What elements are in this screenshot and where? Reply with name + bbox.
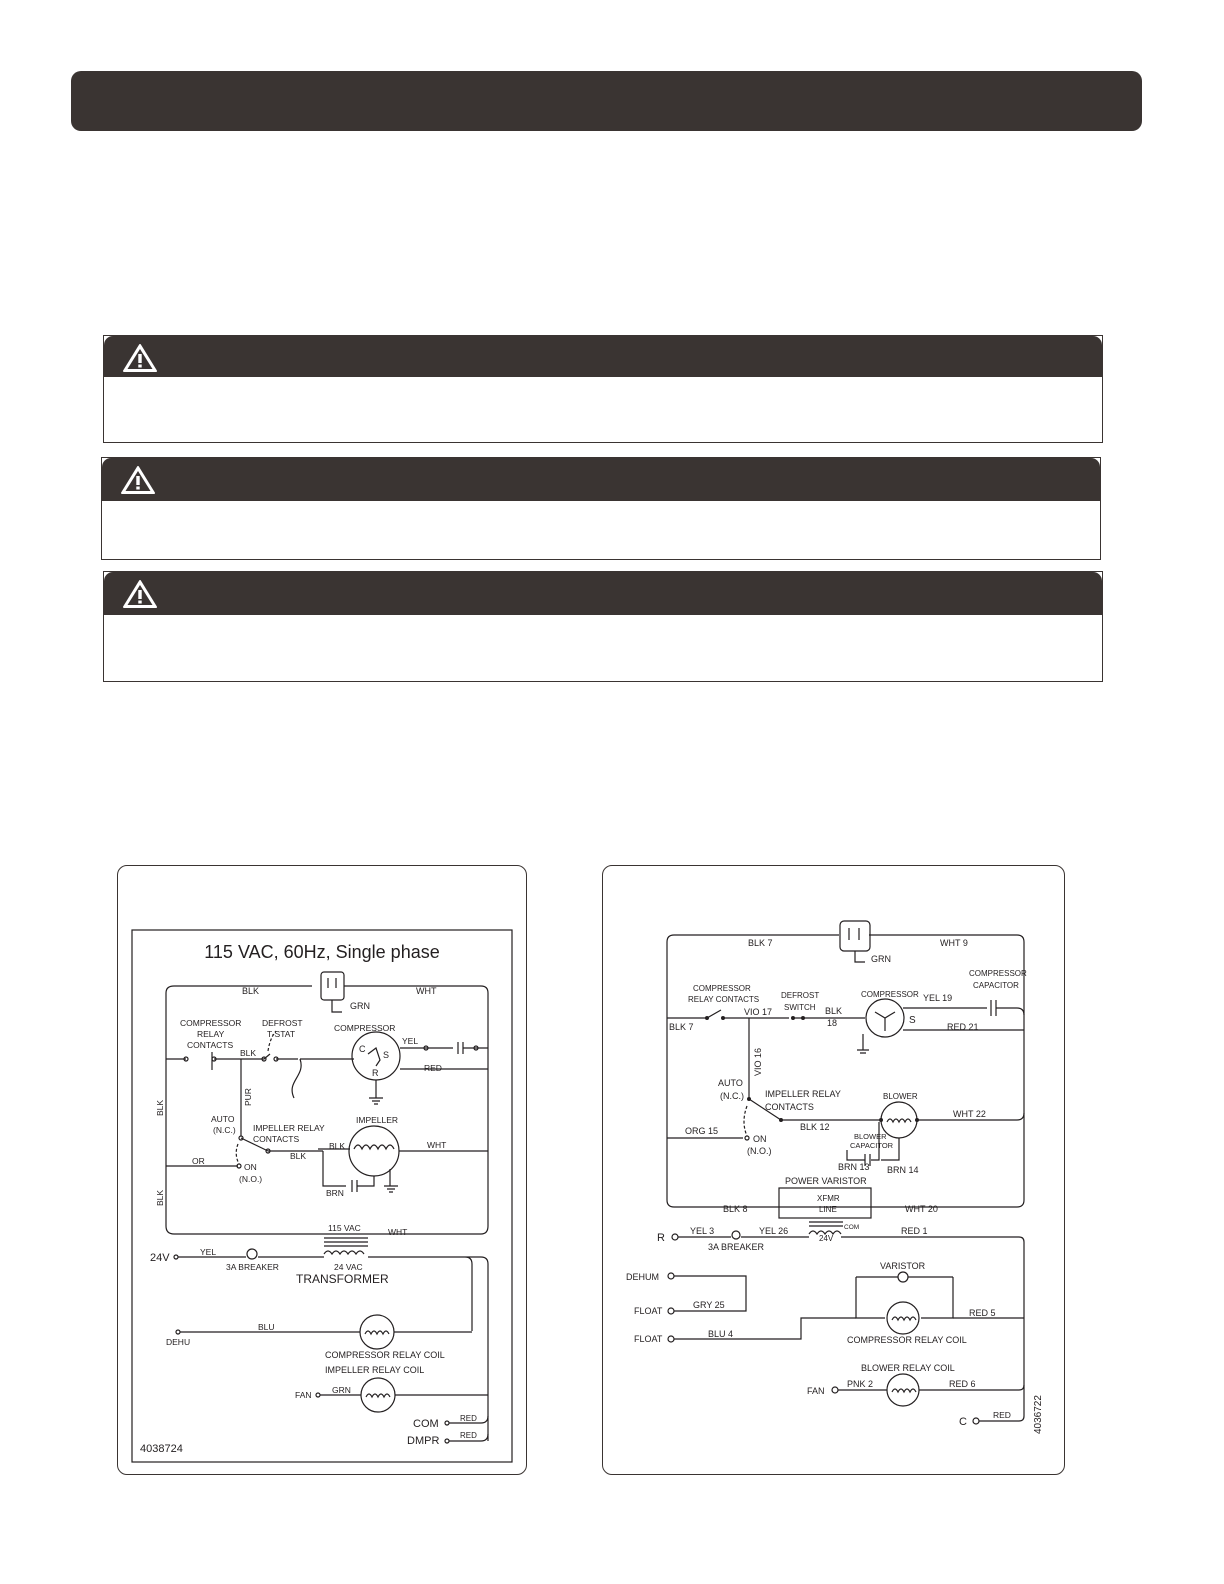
label-impeller-relay-2: CONTACTS bbox=[765, 1102, 814, 1112]
label-wht-top: WHT bbox=[416, 986, 437, 996]
label-impeller-contacts: CONTACTS bbox=[253, 1134, 300, 1144]
label-on: ON bbox=[244, 1162, 257, 1172]
transformer-core-icon bbox=[809, 1222, 843, 1226]
label-xfmr: XFMR bbox=[817, 1194, 840, 1203]
warning-header-3 bbox=[104, 572, 1102, 615]
wiring-diagram-left bbox=[118, 866, 526, 1474]
label-blk18-a: BLK bbox=[825, 1006, 843, 1016]
label-yel: YEL bbox=[402, 1036, 419, 1046]
label-no: (N.O.) bbox=[239, 1174, 263, 1184]
label-grn: GRN bbox=[871, 954, 891, 964]
label-wht22: WHT 22 bbox=[953, 1109, 986, 1119]
warning-box-2 bbox=[101, 457, 1101, 560]
label-yel19: YEL 19 bbox=[923, 993, 953, 1003]
label-compressor-capacitor-1: COMPRESSOR bbox=[969, 969, 1027, 978]
label-blk8: BLK 8 bbox=[723, 1204, 748, 1214]
label-blk-left-1: BLK bbox=[155, 1099, 165, 1116]
label-gry25: GRY 25 bbox=[693, 1300, 725, 1310]
label-compressor-relay-1: COMPRESSOR bbox=[693, 984, 751, 993]
label-float-2: FLOAT bbox=[634, 1334, 663, 1344]
label-dmpr: DMPR bbox=[407, 1435, 440, 1447]
label-red1: RED 1 bbox=[901, 1226, 928, 1236]
label-defrost-2: SWITCH bbox=[784, 1003, 816, 1012]
part-number-right: 4036722 bbox=[1033, 1395, 1044, 1434]
label-blu4: BLU 4 bbox=[708, 1329, 734, 1339]
label-c: C bbox=[359, 1044, 366, 1054]
section-header-bar bbox=[71, 71, 1142, 131]
label-blu: BLU bbox=[258, 1322, 275, 1332]
label-com: COM bbox=[413, 1418, 439, 1430]
label-blk12: BLK 12 bbox=[800, 1122, 830, 1132]
label-blk-left-2: BLK bbox=[155, 1189, 165, 1206]
label-24v: 24V bbox=[150, 1252, 170, 1264]
label-c: C bbox=[959, 1416, 967, 1428]
label-blower: BLOWER bbox=[883, 1092, 918, 1101]
label-red6: RED 6 bbox=[949, 1379, 976, 1389]
label-compressor-relay-coil: COMPRESSOR RELAY COIL bbox=[325, 1350, 445, 1360]
label-red-com: RED bbox=[460, 1414, 477, 1423]
label-transformer: TRANSFORMER bbox=[296, 1272, 389, 1286]
label-red-dmpr: RED bbox=[460, 1431, 477, 1440]
warning-triangle-icon bbox=[122, 343, 158, 373]
label-blk7-top: BLK 7 bbox=[748, 938, 773, 948]
label-nc: (N.C.) bbox=[720, 1091, 744, 1101]
label-fan: FAN bbox=[807, 1386, 825, 1396]
label-blk-low: BLK bbox=[290, 1151, 307, 1161]
label-tstat: T-STAT bbox=[267, 1029, 296, 1039]
label-r: R bbox=[372, 1068, 379, 1078]
diagram-title: 115 VAC, 60Hz, Single phase bbox=[204, 942, 440, 962]
wiring-diagram-panel-left bbox=[117, 865, 527, 1475]
label-blk-impeller: BLK bbox=[329, 1141, 346, 1151]
label-yel26: YEL 26 bbox=[759, 1226, 789, 1236]
label-defrost: DEFROST bbox=[262, 1018, 303, 1028]
label-vio17: VIO 17 bbox=[744, 1007, 773, 1017]
label-float-1: FLOAT bbox=[634, 1306, 663, 1316]
label-impeller: IMPELLER bbox=[356, 1115, 399, 1125]
label-24vac: 24 VAC bbox=[334, 1262, 363, 1272]
label-compressor: COMPRESSOR bbox=[334, 1023, 396, 1033]
label-s: S bbox=[383, 1050, 390, 1060]
warning-header-1 bbox=[104, 336, 1102, 377]
label-compressor-relay: COMPRESSOR bbox=[180, 1018, 242, 1028]
label-blk7-left: BLK 7 bbox=[669, 1022, 694, 1032]
label-com: COM bbox=[844, 1224, 860, 1231]
label-red-c: RED bbox=[993, 1410, 1011, 1420]
label-grn: GRN bbox=[350, 1001, 370, 1011]
label-3a-breaker: 3A BREAKER bbox=[226, 1262, 279, 1272]
label-nc: (N.C.) bbox=[213, 1125, 236, 1135]
label-s: S bbox=[909, 1015, 916, 1026]
label-wht-bottom: WHT bbox=[388, 1227, 408, 1237]
label-compressor-relay-2: RELAY CONTACTS bbox=[688, 995, 760, 1004]
label-yel3: YEL 3 bbox=[690, 1226, 715, 1236]
label-blk18-b: 18 bbox=[827, 1018, 838, 1028]
label-relay: RELAY bbox=[197, 1029, 225, 1039]
breaker-icon bbox=[247, 1249, 257, 1259]
label-yel-bottom: YEL bbox=[200, 1247, 217, 1257]
label-brn13: BRN 13 bbox=[838, 1162, 870, 1172]
warning-header-2 bbox=[102, 458, 1100, 501]
label-pnk2: PNK 2 bbox=[847, 1379, 874, 1389]
label-defrost-1: DEFROST bbox=[781, 991, 820, 1000]
label-red5: RED 5 bbox=[969, 1308, 996, 1318]
breaker-icon bbox=[732, 1231, 740, 1239]
label-r: R bbox=[657, 1232, 665, 1244]
warning-triangle-icon bbox=[122, 579, 158, 609]
label-blower-relay-coil: BLOWER RELAY COIL bbox=[861, 1363, 955, 1373]
label-impeller-relay: IMPELLER RELAY bbox=[253, 1123, 325, 1133]
label-blower-capacitor-1: BLOWER bbox=[854, 1132, 887, 1141]
label-dehum: DEHUM bbox=[626, 1272, 659, 1282]
warning-box-1 bbox=[103, 335, 1103, 443]
wiring-diagram-panel-right bbox=[602, 865, 1065, 1475]
outlet-icon bbox=[840, 921, 870, 951]
label-compressor: COMPRESSOR bbox=[861, 990, 919, 999]
label-red21: RED 21 bbox=[947, 1022, 979, 1032]
warning-box-3 bbox=[103, 571, 1103, 682]
label-org15: ORG 15 bbox=[685, 1126, 719, 1136]
label-or: OR bbox=[192, 1156, 205, 1166]
label-auto: AUTO bbox=[718, 1078, 743, 1088]
label-fan: FAN bbox=[295, 1390, 312, 1400]
label-no: (N.O.) bbox=[747, 1146, 772, 1156]
label-115vac: 115 VAC bbox=[328, 1223, 361, 1233]
part-number-left: 4038724 bbox=[140, 1443, 183, 1455]
compressor-relay-coil-icon bbox=[360, 1315, 394, 1349]
label-on: ON bbox=[753, 1134, 767, 1144]
label-brn14: BRN 14 bbox=[887, 1165, 919, 1175]
label-red: RED bbox=[424, 1063, 442, 1073]
transformer-core-icon bbox=[324, 1238, 368, 1246]
label-impeller-relay-1: IMPELLER RELAY bbox=[765, 1089, 841, 1099]
label-wht20: WHT 20 bbox=[905, 1204, 938, 1214]
wiring-diagram-right bbox=[603, 866, 1064, 1474]
label-grn-fan: GRN bbox=[332, 1385, 351, 1395]
label-dehu: DEHU bbox=[166, 1337, 191, 1347]
label-wht9: WHT 9 bbox=[940, 938, 968, 948]
varistor-icon bbox=[898, 1272, 908, 1282]
label-line: LINE bbox=[819, 1205, 837, 1214]
label-3a-breaker: 3A BREAKER bbox=[708, 1242, 765, 1252]
outlet-icon bbox=[321, 972, 344, 1000]
label-power-varistor: POWER VARISTOR bbox=[785, 1176, 867, 1186]
label-24v: 24V bbox=[819, 1234, 834, 1243]
label-pur: PUR bbox=[243, 1088, 253, 1106]
label-compressor-capacitor-2: CAPACITOR bbox=[973, 981, 1019, 990]
label-auto: AUTO bbox=[211, 1114, 235, 1124]
warning-triangle-icon bbox=[120, 465, 156, 495]
label-varistor: VARISTOR bbox=[880, 1261, 926, 1271]
impeller-relay-coil-icon bbox=[361, 1378, 395, 1412]
label-impeller-relay-coil: IMPELLER RELAY COIL bbox=[325, 1365, 425, 1375]
label-vio16: VIO 16 bbox=[753, 1047, 763, 1076]
label-compressor-relay-coil: COMPRESSOR RELAY COIL bbox=[847, 1335, 967, 1345]
label-wht-impeller: WHT bbox=[427, 1140, 447, 1150]
label-blower-capacitor-2: CAPACITOR bbox=[850, 1141, 894, 1150]
label-blk-mid: BLK bbox=[240, 1048, 257, 1058]
label-brn: BRN bbox=[326, 1188, 344, 1198]
impeller-motor-icon bbox=[349, 1126, 399, 1176]
label-blk-top: BLK bbox=[242, 986, 260, 996]
label-contacts: CONTACTS bbox=[187, 1040, 234, 1050]
